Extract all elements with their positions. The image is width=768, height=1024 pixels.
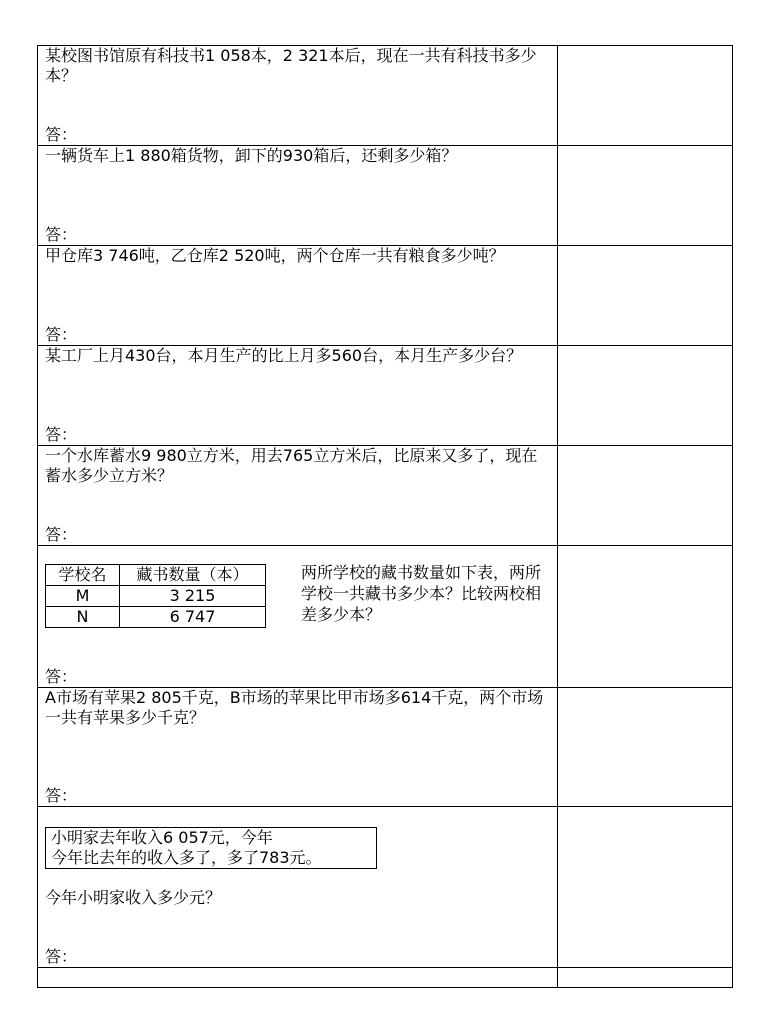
question-row [38,546,733,688]
table-header: 藏书数量（本） [120,565,266,586]
work-area[interactable] [558,46,733,146]
info-line: 小明家去年收入6 057元，今年 [51,828,273,847]
question-text: 一个水库蓄水9 980立方米，用去765立方米后，比原来又多了，现在蓄水多少立方米？ [45,446,538,485]
table-cell: 6 747 [120,607,266,628]
work-area[interactable] [558,146,733,246]
question-text: 某工厂上月430台，本月生产的比上月多560台，本月生产多少台？ [45,346,523,365]
answer-label: 答： [45,325,78,344]
question-cell [38,688,558,807]
work-area[interactable] [558,546,733,688]
work-area[interactable] [558,346,733,446]
table-row [46,586,266,607]
answer-label: 答： [45,525,78,544]
answer-label: 答： [45,125,78,144]
question-cell [38,546,558,688]
table-cell: N [46,607,120,628]
question-cell [38,246,558,346]
work-area[interactable] [558,246,733,346]
empty-row [38,968,733,988]
library-books-table [45,564,266,628]
question-text: 今年小明家收入多少元？ [45,888,222,907]
question-text: 一辆货车上1 880箱货物，卸下的930箱后，还剩多少箱？ [45,146,458,165]
question-row [38,46,733,146]
table-cell: M [46,586,120,607]
question-text: A市场有苹果2 805千克，B市场的苹果比甲市场多614千克，两个市场一共有苹果多少千克？ [45,688,544,727]
question-text: 甲仓库3 746吨，乙仓库2 520吨，两个仓库一共有粮食多少吨？ [45,246,505,265]
answer-label: 答： [45,786,78,805]
question-cell [38,807,558,968]
question-row [38,446,733,546]
question-text: 两所学校的藏书数量如下表，两所学校一共藏书多少本？比较两校相差多少本？ [301,563,542,624]
table-header: 学校名 [46,565,120,586]
question-cell [38,146,558,246]
question-cell [38,46,558,146]
answer-label: 答： [45,225,78,244]
answer-label: 答： [45,425,78,444]
question-row [38,146,733,246]
work-area[interactable] [558,807,733,968]
question-row [38,246,733,346]
answer-label: 答： [45,667,78,686]
empty-cell [558,968,733,988]
info-line: 今年比去年的收入多了，多了783元。 [51,848,322,867]
question-row [38,688,733,807]
work-area[interactable] [558,446,733,546]
empty-cell [38,968,558,988]
answer-label: 答： [45,947,78,966]
info-box [45,827,377,869]
work-area[interactable] [558,688,733,807]
question-row [38,346,733,446]
question-text: 某校图书馆原有科技书1 058本，2 321本后，现在一共有科技书多少本？ [45,46,537,85]
table-cell: 3 215 [120,586,266,607]
question-cell [38,446,558,546]
question-cell [38,346,558,446]
worksheet-table [37,45,733,988]
question-row [38,807,733,968]
table-row [46,607,266,628]
